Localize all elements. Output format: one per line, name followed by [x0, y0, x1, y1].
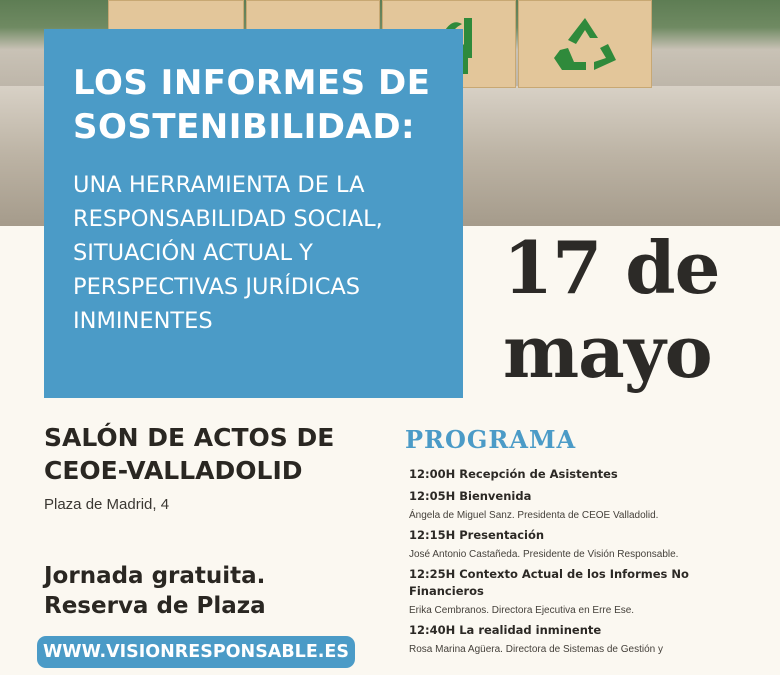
programa-item-desc: Erika Cembranos. Directora Ejecutiva en Erre Ese. — [409, 605, 635, 616]
programa-item — [409, 488, 729, 522]
free-event-note: Jornada gratuita. Reserva de Plaza — [44, 563, 266, 619]
venue-address: Plaza de Madrid, 4 — [44, 496, 170, 513]
programa-item — [409, 566, 729, 617]
programa-item-title: 12:40H La realidad inminente — [409, 623, 602, 637]
programa-item-desc: José Antonio Castañeda. Presidente de Visión Responsable. — [409, 549, 679, 560]
website-link[interactable]: WWW.VISIONRESPONSABLE.ES — [37, 636, 355, 668]
venue-name: SALÓN DE ACTOS DE CEOE-VALLADOLID — [44, 423, 335, 485]
programa-list — [409, 466, 729, 661]
programa-item-desc: Ángela de Miguel Sanz. Presidenta de CEOE Valladolid. — [409, 510, 659, 521]
programa-item-title: 12:05H Bienvenida — [409, 489, 532, 503]
programa-item-title: 12:25H Contexto Actual de los Informes No Financieros — [409, 567, 689, 598]
recycle-cube — [518, 0, 652, 88]
event-subtitle: UNA HERRAMIENTA DE LA RESPONSABILIDAD SOCIAL, SITUACIÓN ACTUAL Y PERSPECTIVAS JURÍDICAS INMINENTES — [73, 172, 383, 334]
programa-item-desc: Rosa Marina Agüera. Directora de Sistemas de Gestión y — [409, 644, 664, 655]
programa-item — [409, 527, 729, 561]
programa-heading: PROGRAMA — [405, 425, 577, 454]
recycle-icon — [550, 14, 620, 74]
programa-item-title: 12:00H Recepción de Asistentes — [409, 467, 618, 481]
event-date: 17 de mayo — [503, 225, 720, 394]
programa-item — [409, 622, 729, 656]
programa-item — [409, 466, 729, 483]
event-title: LOS INFORMES DE SOSTENIBILIDAD: — [73, 63, 431, 147]
title-box — [44, 29, 463, 398]
programa-item-title: 12:15H Presentación — [409, 528, 545, 542]
